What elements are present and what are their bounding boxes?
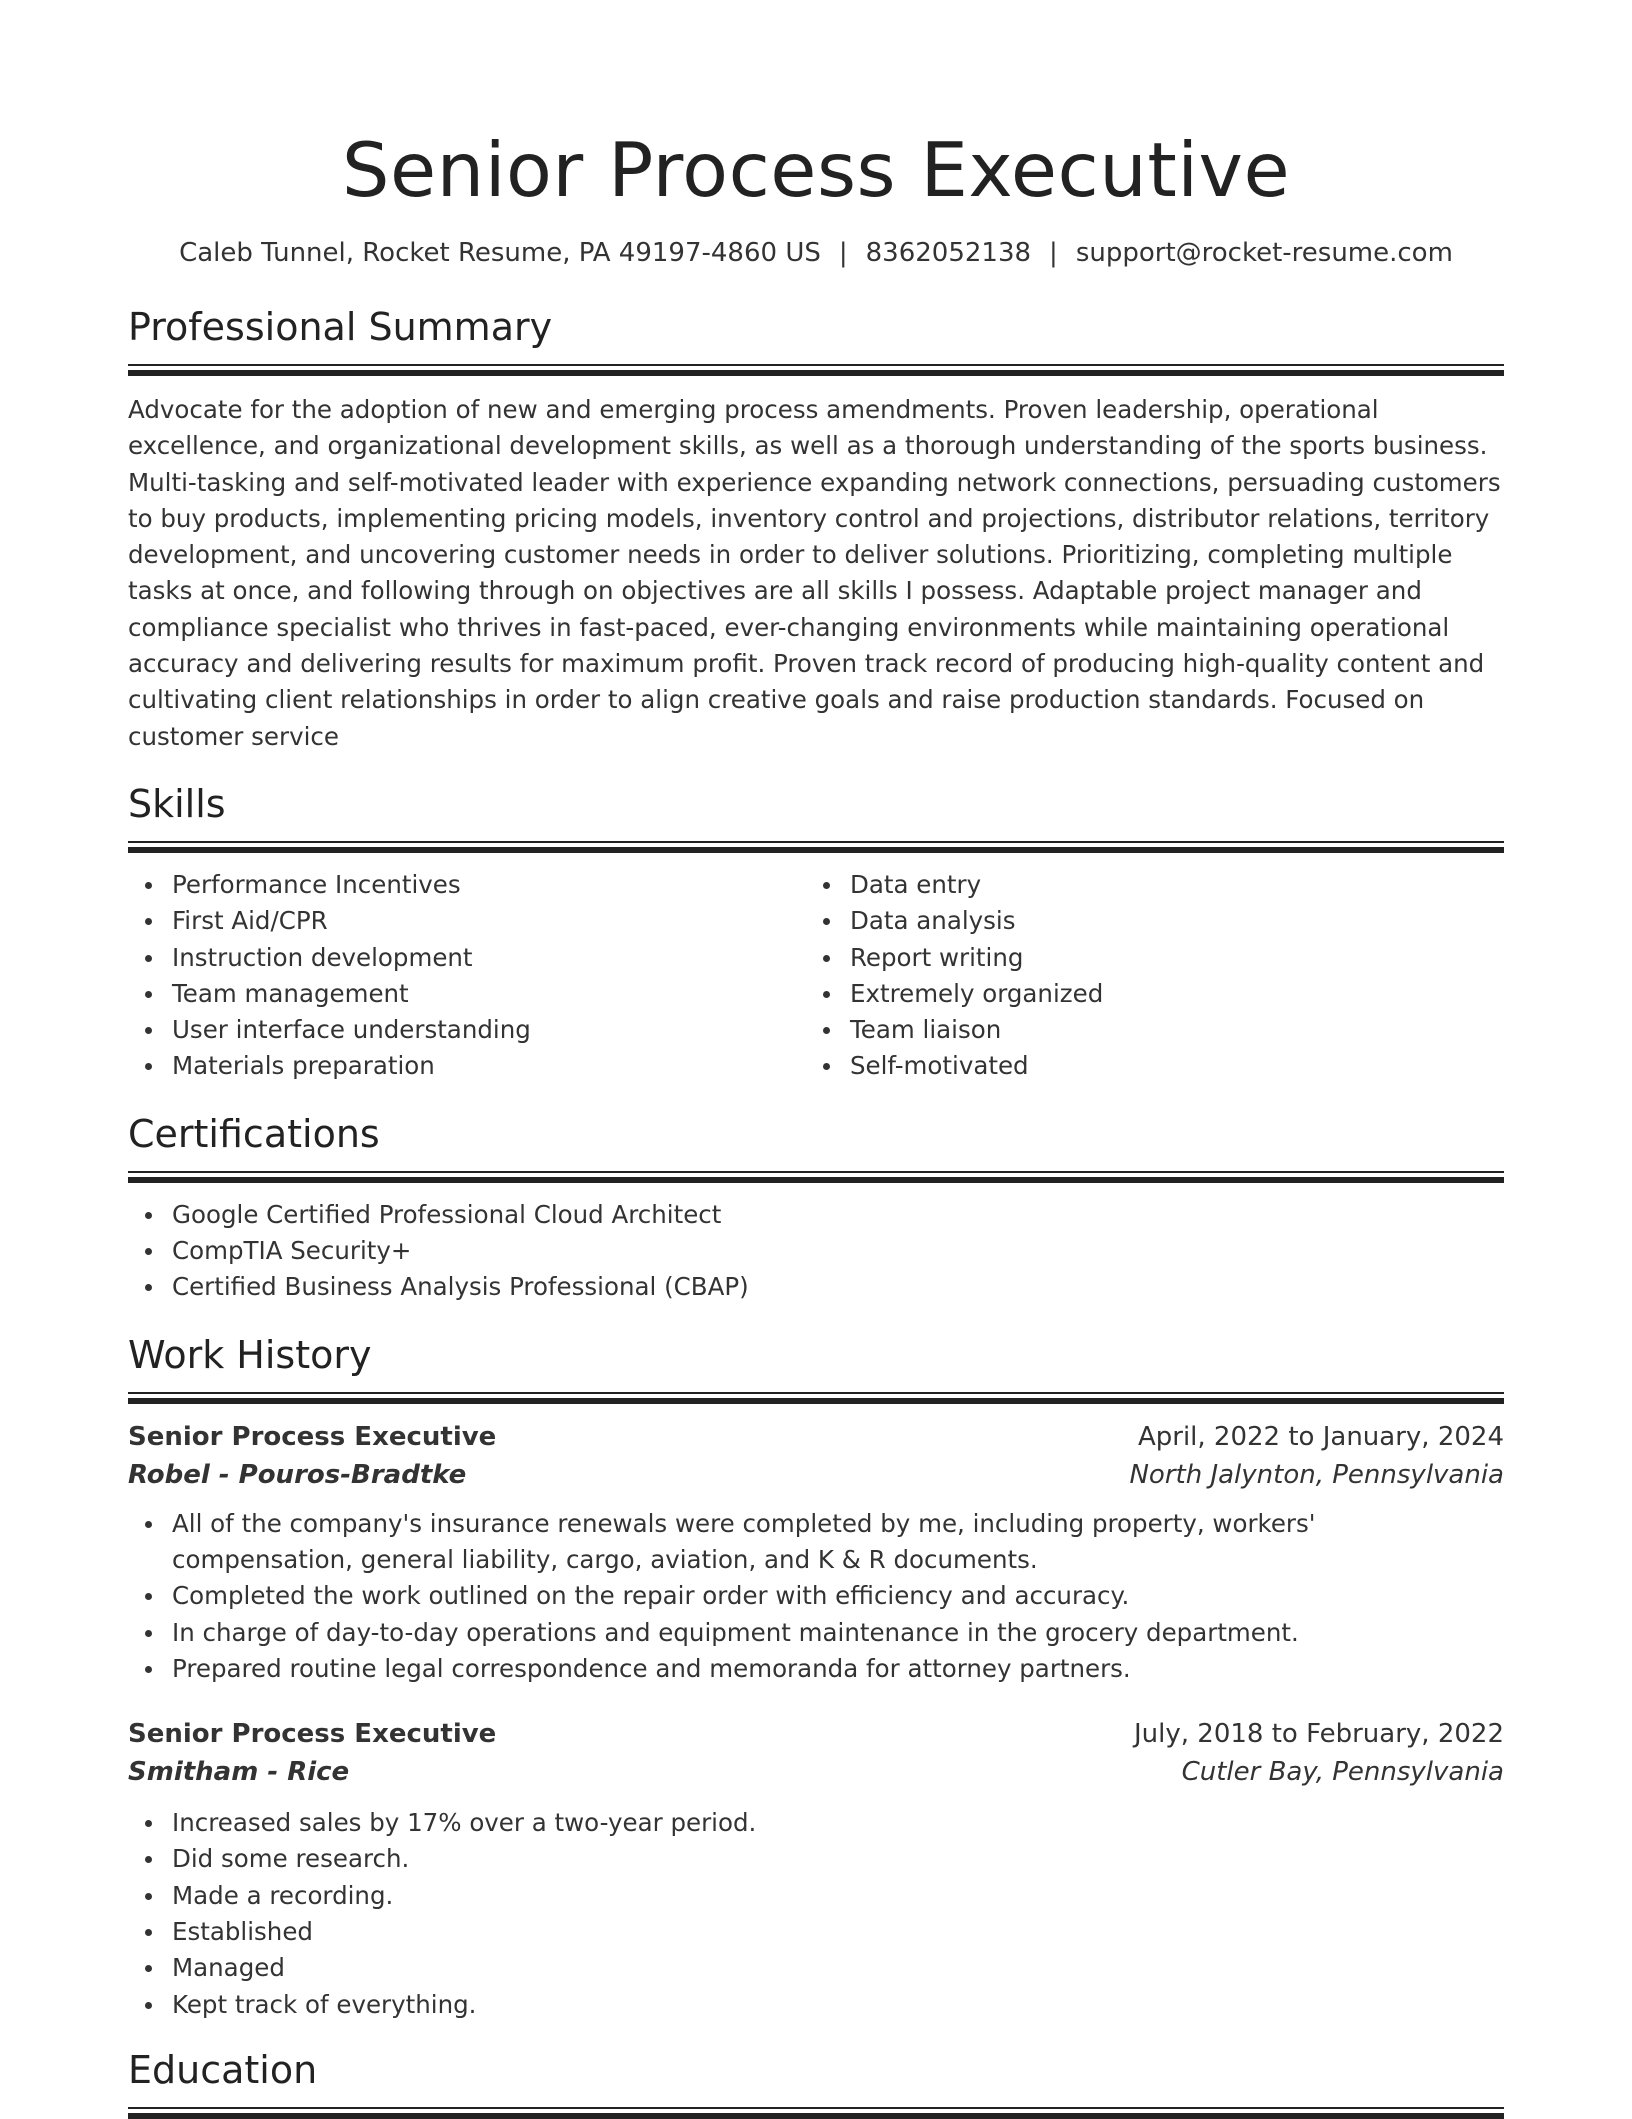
- job-subheader: [128, 1456, 1504, 1494]
- certifications-list: [128, 1197, 1504, 1306]
- skill-item: First Aid/CPR: [172, 903, 806, 939]
- section-title-skills: Skills: [128, 781, 226, 826]
- skills-column-left: [128, 867, 806, 1085]
- certification-item: Google Certified Professional Cloud Architect: [172, 1197, 1504, 1233]
- section-title-work-history: Work History: [128, 1332, 372, 1377]
- section-divider: [128, 841, 1504, 851]
- job-company: Robel - Pouros-Bradtke: [128, 1459, 467, 1490]
- job-bullet: Increased sales by 17% over a two-year period.: [172, 1805, 1504, 1841]
- job-bullet: Made a recording.: [172, 1878, 1504, 1914]
- job-dates: July, 2018 to February, 2022: [1134, 1719, 1504, 1750]
- resume-title: Senior Process Executive: [341, 126, 1291, 214]
- job-entry: [128, 1418, 1504, 1687]
- skill-item: Data analysis: [850, 903, 1484, 939]
- skill-item: Data entry: [850, 867, 1484, 903]
- skill-item: Instruction development: [172, 940, 806, 976]
- skills-column-right: [806, 867, 1484, 1085]
- skill-item: Team management: [172, 976, 806, 1012]
- skills-list-right: [806, 867, 1484, 1085]
- section-title-certifications: Certifications: [128, 1111, 380, 1156]
- job-subheader: [128, 1753, 1504, 1791]
- skill-item: Extremely organized: [850, 976, 1484, 1012]
- job-title: Senior Process Executive: [128, 1719, 497, 1750]
- section-divider: [128, 1171, 1504, 1181]
- certifications-section: [128, 1111, 1504, 1306]
- job-bullet: Prepared routine legal correspondence and memoranda for attorney partners.: [172, 1651, 1504, 1687]
- contact-separator: |: [838, 238, 848, 268]
- skill-item: Performance Incentives: [172, 867, 806, 903]
- skills-section: [128, 781, 1504, 1085]
- summary-text: Advocate for the adoption of new and emerging process amendments. Proven leadership, operational excellence, and organizational development skills, as well as a thorough understanding of the sports business. Multi-tasking and self-motivated leader with experience expanding network connections, persuading customers to buy products, implementing pricing models, inventory control and projections, distributor relations, territory development, and uncovering customer needs in order to deliver solutions. Prioritizing, completing multiple tasks at once, and following through on objectives are all skills I possess. Adaptable project manager and compliance specialist who thrives in fast-paced, ever-changing environments while maintaining operational accuracy and delivering results for maximum profit. Proven track record of producing high-quality content and cultivating client relationships in order to align creative goals and raise production standards. Focused on customer service: [128, 395, 1501, 751]
- contact-separator: |: [1049, 238, 1058, 268]
- section-divider: [128, 364, 1504, 374]
- skills-list-left: [128, 867, 806, 1085]
- job-bullet: In charge of day-to-day operations and equipment maintenance in the grocery department.: [172, 1615, 1504, 1651]
- education-section: [128, 2047, 1504, 2117]
- job-bullet: Kept track of everything.: [172, 1987, 1504, 2023]
- resume-page: [128, 0, 1504, 2117]
- section-divider: [128, 1392, 1504, 1402]
- contact-address: Caleb Tunnel, Rocket Resume, PA 49197-4860 US: [179, 238, 821, 268]
- job-bullet: All of the company's insurance renewals were completed by me, including property, workers' compensation, general liability, cargo, aviation, and K & R documents.: [172, 1506, 1504, 1579]
- contact-line: [128, 236, 1504, 270]
- work-history-section: [128, 1332, 1504, 2023]
- job-entry: [128, 1715, 1504, 2023]
- job-location: Cutler Bay, Pennsylvania: [1181, 1757, 1504, 1788]
- contact-email: support@rocket-resume.com: [1075, 238, 1453, 268]
- certification-item: CompTIA Security+: [172, 1233, 1504, 1269]
- job-title: Senior Process Executive: [128, 1421, 497, 1452]
- skills-grid: [128, 867, 1504, 1085]
- skill-item: Report writing: [850, 940, 1484, 976]
- job-bullet: Completed the work outlined on the repair order with efficiency and accuracy.: [172, 1578, 1504, 1614]
- contact-phone: 8362052138: [865, 238, 1032, 268]
- section-title-summary: Professional Summary: [128, 305, 553, 349]
- job-header: [128, 1418, 1504, 1456]
- skill-item: Team liaison: [850, 1012, 1484, 1048]
- section-title-education: Education: [128, 2047, 318, 2092]
- job-location: North Jalynton, Pennsylvania: [1129, 1459, 1504, 1490]
- skill-item: Self-motivated: [850, 1048, 1484, 1084]
- job-bullet: Established: [172, 1914, 1504, 1950]
- certification-item: Certified Business Analysis Professional (CBAP): [172, 1269, 1504, 1305]
- job-company: Smitham - Rice: [128, 1757, 350, 1788]
- job-header: [128, 1715, 1504, 1753]
- job-bullets: [128, 1506, 1504, 1687]
- skill-item: User interface understanding: [172, 1012, 806, 1048]
- job-dates: April, 2022 to January, 2024: [1137, 1421, 1504, 1452]
- job-bullets: [128, 1805, 1504, 2023]
- job-bullet: Managed: [172, 1950, 1504, 1986]
- skill-item: Materials preparation: [172, 1048, 806, 1084]
- job-bullet: Did some research.: [172, 1841, 1504, 1877]
- summary-section: [128, 304, 1504, 755]
